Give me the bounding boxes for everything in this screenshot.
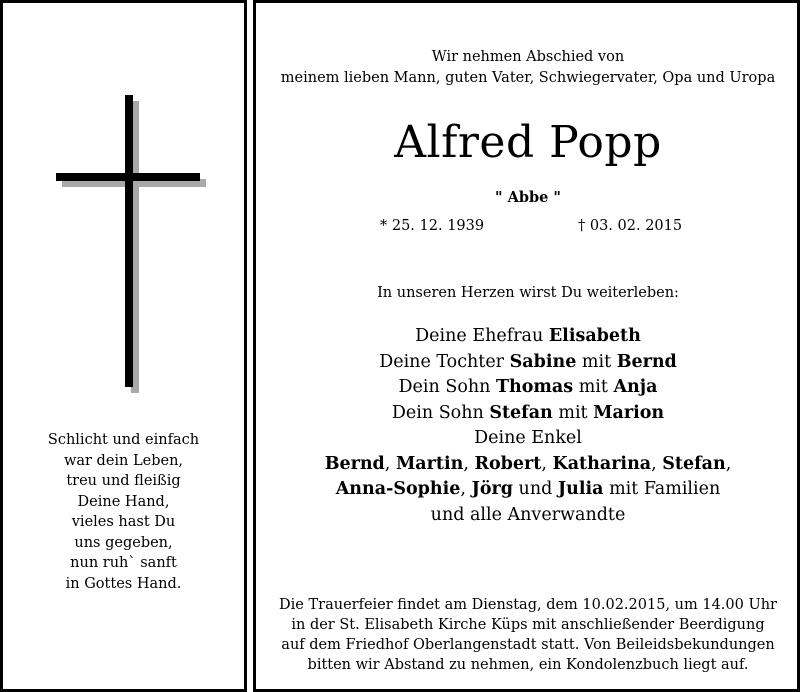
birth-date: * 25. 12. 1939 [380,218,485,234]
family-line: Bernd, Martin, Robert, Katharina, Stefan, [324,453,732,474]
ceremony-line: auf dem Friedhof Oberlangenstadt statt. Von Beileidsbekundungen [281,637,775,653]
poem-line: Schlicht und einfach [47,432,200,448]
intro-line-2: meinem lieben Mann, guten Vater, Schwiegervater, Opa und Uropa [280,70,776,86]
death-date: † 03. 02. 2015 [578,218,683,234]
cross-icon [0,0,247,420]
family-line: Deine Ehefrau Elisabeth [415,326,641,346]
family-line: Deine Enkel [474,428,582,448]
poem [0,430,247,594]
poem-line: in Gottes Hand. [65,575,182,592]
poem-line: nun ruh` sanft [70,555,177,571]
family-line: Dein Sohn Stefan mit Marion [391,402,665,423]
poem-line: uns gegeben, [74,534,173,551]
deceased-name: Alfred Popp [394,117,662,168]
family-list [256,324,800,528]
ceremony-info [256,595,800,675]
poem-line: treu und fleißig [66,473,181,489]
poem-line: Deine Hand, [77,493,170,510]
memorial-line: In unseren Herzen wirst Du weiterleben: [377,285,679,301]
family-line: Deine Tochter Sabine mit Bernd [379,351,677,372]
poem-line: war dein Leben, [63,452,184,469]
family-line: und alle Anverwandte [430,504,626,525]
ceremony-line: Die Trauerfeier findet am Dienstag, dem 10.02.2015, um 14.00 Uhr [279,597,777,613]
ceremony-line: bitten wir Abstand zu nehmen, ein Kondolenzbuch liegt auf. [307,657,749,673]
ceremony-line: in der St. Elisabeth Kirche Küps mit anschließender Beerdigung [291,617,765,633]
intro-line-1: Wir nehmen Abschied von [431,49,625,65]
family-line: Dein Sohn Thomas mit Anja [398,377,658,397]
nickname: " Abbe " [495,189,561,206]
intro [256,47,800,89]
family-line: Anna-Sophie, Jörg und Julia mit Familien [335,479,721,499]
poem-line: vieles hast Du [71,514,176,530]
